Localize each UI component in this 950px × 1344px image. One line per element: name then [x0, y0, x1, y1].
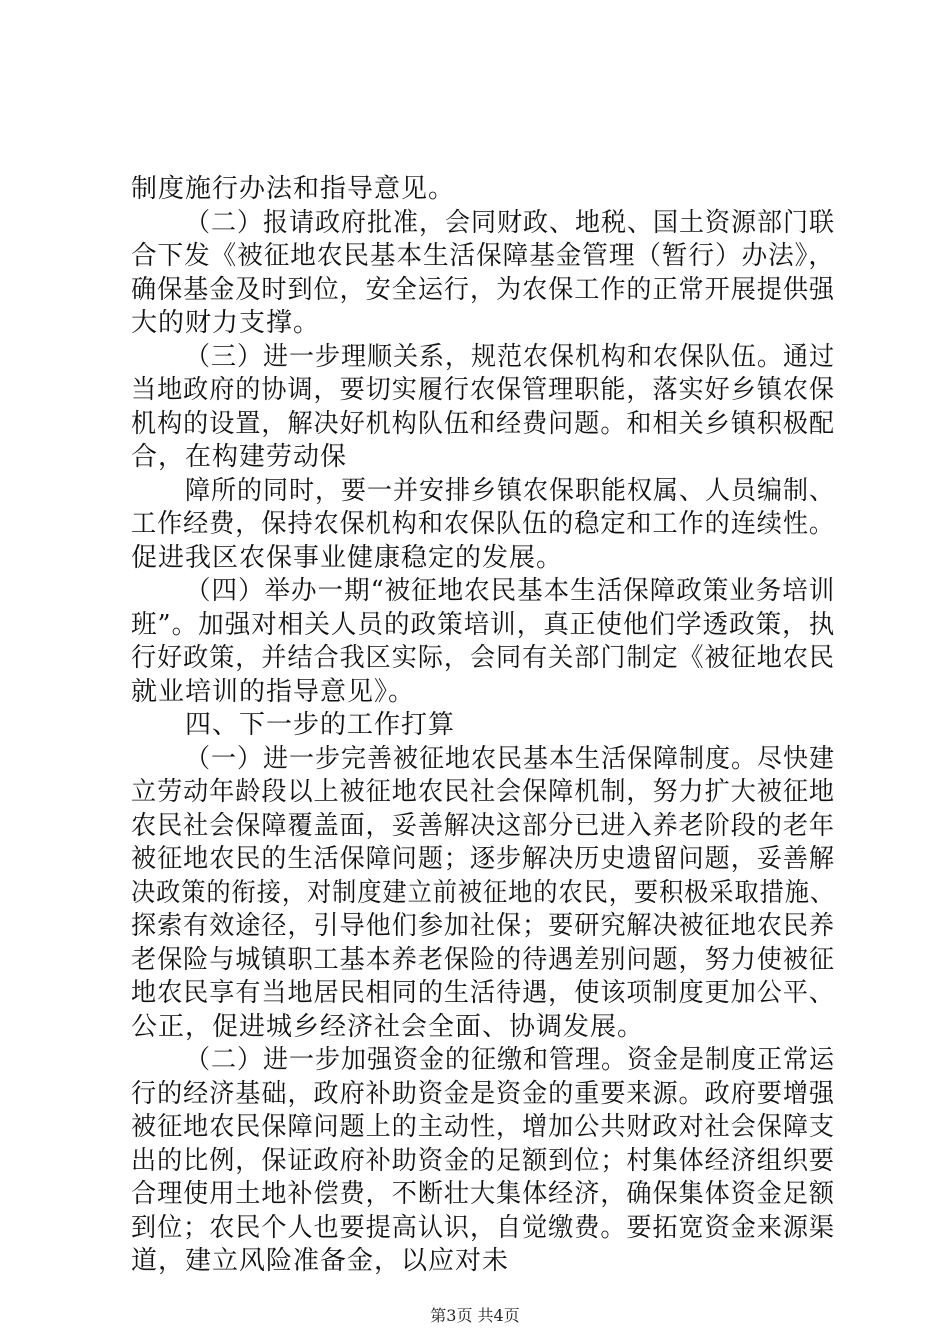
text-line: 到位；农民个人也要提高认识，自觉缴费。要拓宽资金来源渠 [131, 1213, 836, 1243]
text-line: 促进我区农保事业健康稳定的发展。 [131, 543, 564, 573]
text-line: 出的比例，保证政府补助资金的足额到位；村集体经济组织要 [131, 1146, 836, 1176]
text-line: 确保基金及时到位，安全运行，为农保工作的正常开展提供强 [131, 275, 836, 305]
text-line: 合下发《被征地农民基本生活保障基金管理（暂行）办法》， [131, 241, 835, 271]
text-line: 农民社会保障覆盖面，妥善解决这部分已进入养老阶段的老年 [131, 811, 836, 841]
text-line: 工作经费，保持农保机构和农保队伍的稳定和工作的连续性。 [131, 509, 836, 539]
text-line: 公正，促进城乡经济社会全面、协调发展。 [131, 1012, 645, 1042]
text-line: （二）报请政府批准，会同财政、地税、国土资源部门联 [185, 208, 836, 238]
text-line: 当地政府的协调，要切实履行农保管理职能，落实好乡镇农保 [131, 375, 836, 405]
text-line: 大的财力支撑。 [131, 308, 321, 338]
text-line: 障所的同时，要一并安排乡镇农保职能权属、人员编制、 [185, 476, 836, 506]
text-line: 机构的设置，解决好机构队伍和经费问题。和相关乡镇积极配 [131, 409, 836, 439]
text-line: 决政策的衔接，对制度建立前被征地的农民，要积极采取措施、 [131, 878, 836, 908]
text-line: （四）举办一期“被征地农民基本生活保障政策业务培训 [185, 576, 836, 606]
text-line: （三）进一步理顺关系，规范农保机构和农保队伍。通过 [185, 342, 836, 372]
text-line: 行好政策，并结合我区实际，会同有关部门制定《被征地农民 [131, 643, 836, 673]
text-line: （一）进一步完善被征地农民基本生活保障制度。尽快建 [185, 744, 836, 774]
text-line: 地农民享有当地居民相同的生活待遇，使该项制度更加公平、 [131, 978, 836, 1008]
text-line: 合，在构建劳动保 [131, 442, 348, 472]
text-line: （二）进一步加强资金的征缴和管理。资金是制度正常运 [185, 1045, 836, 1075]
text-line: 行的经济基础，政府补助资金是资金的重要来源。政府要增强 [131, 1079, 836, 1109]
text-line: 制度施行办法和指导意见。 [131, 174, 456, 204]
text-line: 被征地农民的生活保障问题；逐步解决历史遗留问题，妥善解 [131, 844, 836, 874]
section-heading: 四、下一步的工作打算 [185, 710, 456, 740]
page-footer: 第3页 共4页 [430, 1306, 520, 1325]
text-line: 立劳动年龄段以上被征地农民社会保障机制，努力扩大被征地 [131, 777, 836, 807]
text-line: 道，建立风险准备金，以应对未 [131, 1246, 510, 1276]
text-line: 探索有效途径，引导他们参加社保；要研究解决被征地农民养 [131, 911, 836, 941]
text-line: 就业培训的指导意见》。 [131, 677, 416, 707]
text-line: 被征地农民保障问题上的主动性，增加公共财政对社会保障支 [131, 1112, 836, 1142]
text-line: 老保险与城镇职工基本养老保险的待遇差别问题，努力使被征 [131, 945, 836, 975]
text-line: 班”。加强对相关人员的政策培训，真正使他们学透政策，执 [131, 610, 836, 640]
text-line: 合理使用土地补偿费，不断壮大集体经济，确保集体资金足额 [131, 1179, 836, 1209]
